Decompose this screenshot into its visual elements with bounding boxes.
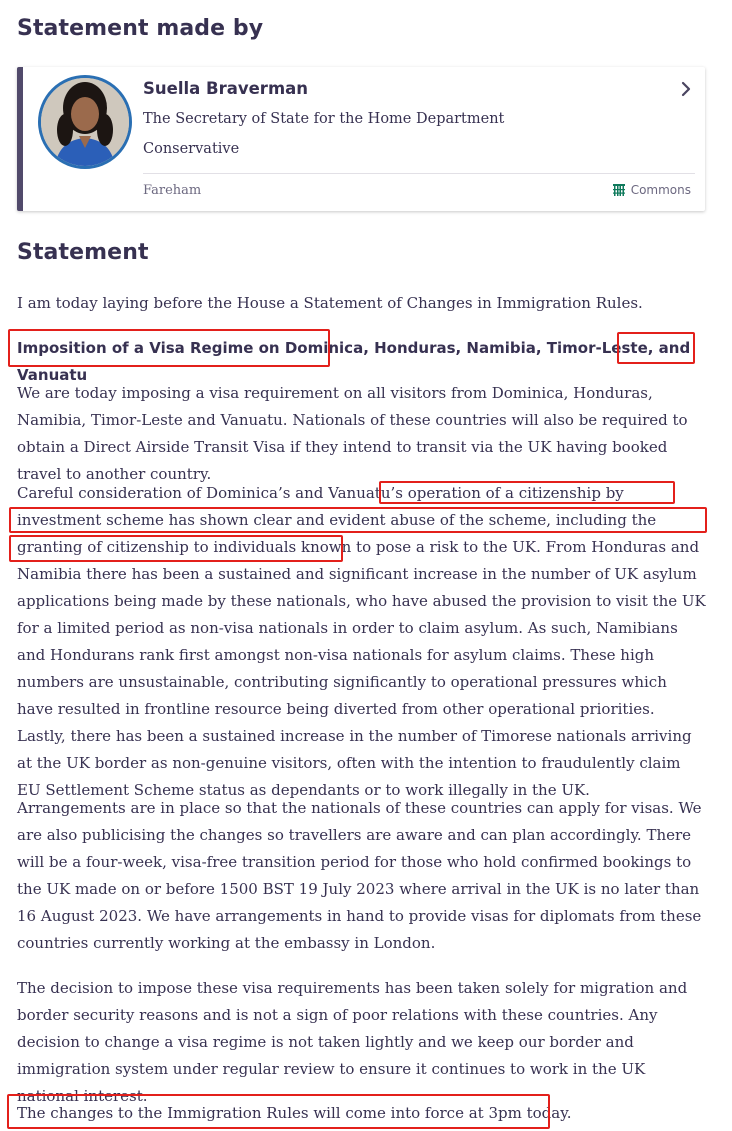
statement-intro: I am today laying before the House a Statement of Changes in Immigration Rules. (17, 294, 643, 312)
member-card[interactable] (17, 67, 705, 211)
statement-paragraph: Careful consideration of Dominica’s and Vanuatu’s operation of a citizenship by investment scheme has shown clear and evident abuse of the scheme, including the granting of citizenship to individuals known to pose a risk to the UK. From Honduras and Namibia there has been a sustained and significant increase in the number of UK asylum applications being made by these nationals, who have abused the provision to visit the UK for a limited period as non-visa nationals in order to claim asylum. As such, Namibians and Hondurans rank first amongst non-visa nationals for asylum claims. These high numbers are unsustainable, contributing significantly to operational pressures which have resulted in frontline resource being diverted from other operational priorities. Lastly, there has been a sustained increase in the number of Timorese nationals arriving at the UK border as non-genuine visitors, often with the intention to fraudulently claim EU Settlement Scheme status as dependants or to work illegally in the UK. (17, 484, 706, 799)
statement-subheading: Imposition of a Visa Regime on Dominica, Honduras, Namibia, Timor-Leste, and Vanuatu (17, 339, 691, 384)
statement-paragraph: The decision to impose these visa requirements has been taken solely for migration and border security reasons and is not a sign of poor relations with these countries. Any decision to change a visa regime is not taken lightly and we keep our border and immigration system under regular review to ensure it continues to work in the UK national interest. (17, 979, 688, 1105)
statement-heading: Statement (17, 240, 149, 265)
commons-portcullis-icon (612, 183, 626, 197)
statement-paragraph: Arrangements are in place so that the nationals of these countries can apply for visas. We are also publicising the changes so travellers are aware and can plan accordingly. There will be a four-week, visa-free transition period for those who hold confirmed bookings to the UK made on or before 1500 BST 19 July 2023 where arrival in the UK is no later than 16 August 2023. We have arrangements in hand to provide visas for diplomats from these countries currently working at the embassy in London. (17, 799, 702, 952)
statement-paragraph: We are today imposing a visa requirement on all visitors from Dominica, Honduras, Namibia, Timor-Leste and Vanuatu. Nationals of these countries will also be required to obtain a Direct Airside Transit Visa if they intend to transit via the UK having booked travel to another country. (17, 384, 688, 483)
statement-final-paragraph: The changes to the Immigration Rules will come into force at 3pm today. (17, 1104, 572, 1122)
house-label: Commons (630, 183, 691, 197)
member-constituency: Fareham (143, 183, 202, 198)
statement-made-by-heading: Statement made by (17, 16, 264, 41)
member-party: Conservative (143, 141, 240, 157)
house-badge (612, 183, 691, 197)
card-divider (143, 173, 695, 174)
member-name[interactable]: Suella Braverman (143, 79, 309, 98)
member-avatar (38, 75, 132, 169)
chevron-right-icon[interactable] (679, 81, 693, 97)
member-photo (41, 78, 129, 166)
member-role: The Secretary of State for the Home Department (143, 111, 505, 127)
